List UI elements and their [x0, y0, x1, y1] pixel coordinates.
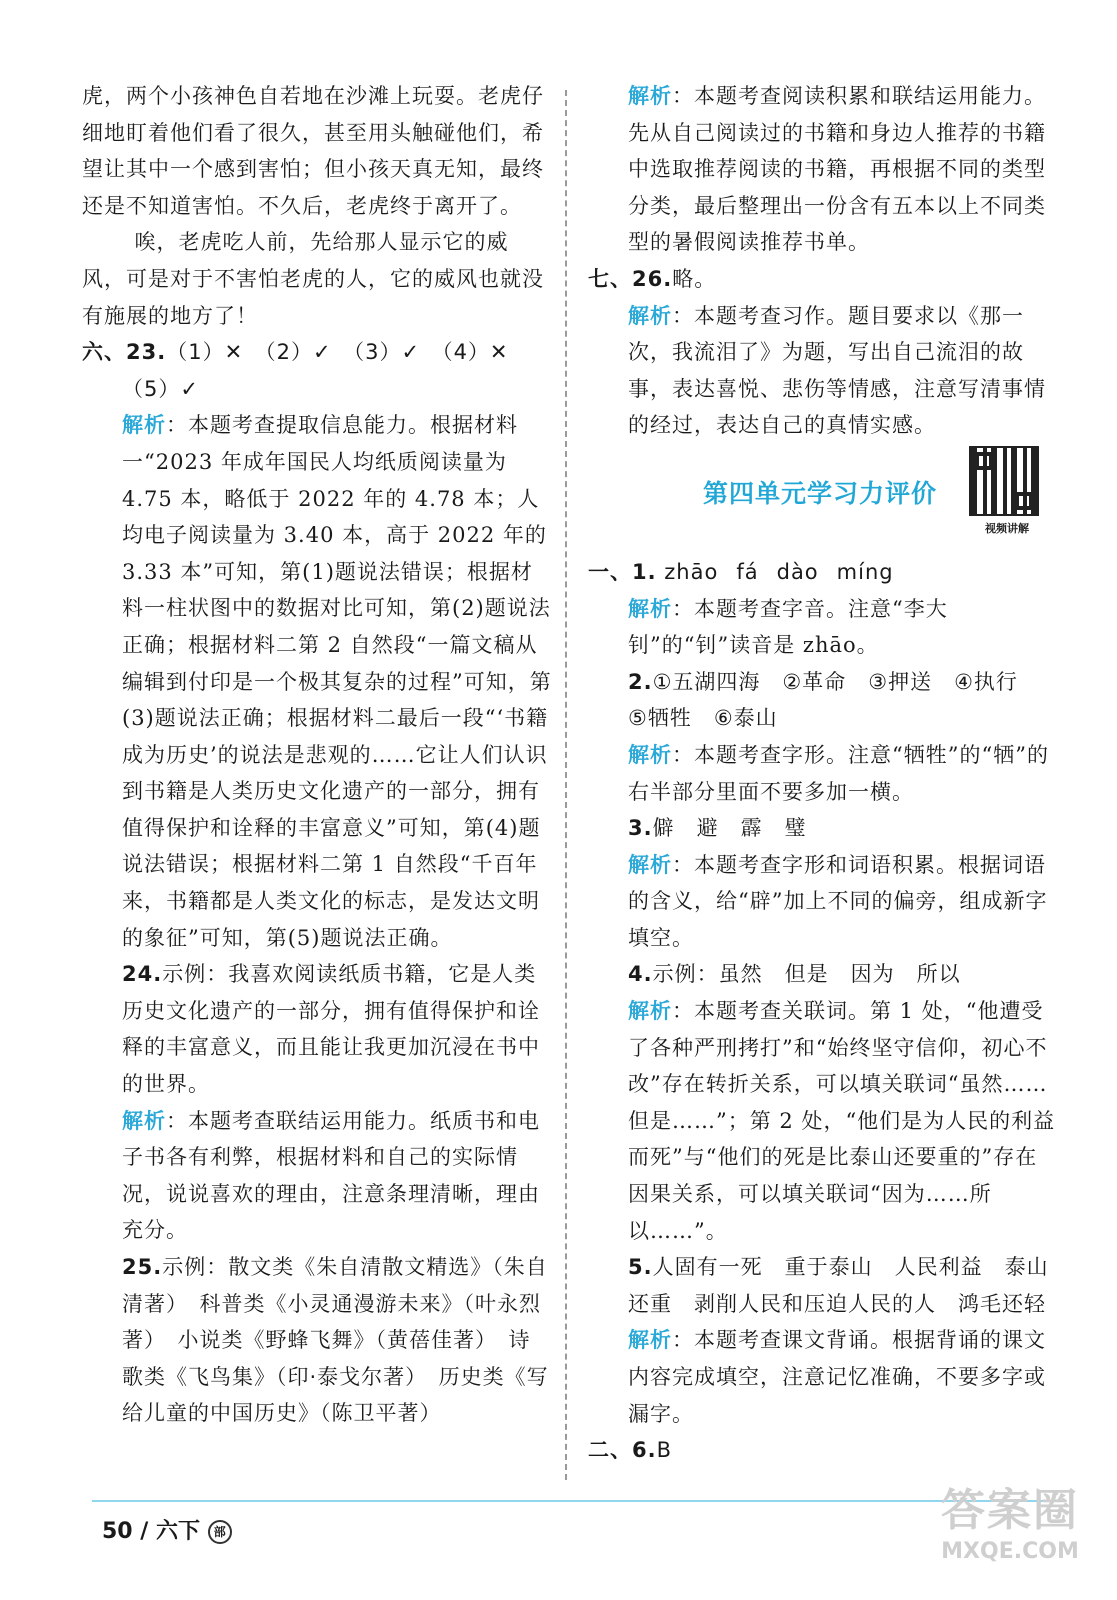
q5-answer-text: 人固有一死 重于泰山 人民利益 泰山还重 剥削人民和压迫人民的人 鸿毛还轻 [628, 1255, 1049, 1316]
q23-number: 23. [126, 340, 167, 365]
analysis-label: 解析 [628, 999, 672, 1024]
analysis-label: 解析 [122, 413, 166, 438]
q3-answer-text: 僻 避 霹 璧 [652, 816, 807, 841]
analysis-label: 解析 [122, 1108, 166, 1133]
q4-number: 4. [628, 962, 653, 987]
q3-number: 3. [628, 816, 653, 841]
unit-title: 第四单元学习力评价 [702, 479, 937, 508]
q23-analysis-text: ：本题考查提取信息能力。根据材料一“2023 年成年国民人均纸质阅读量为 4.75 本，略低于 2022 年的 4.78 本；人均电子阅读量为 3.40 本，高于 2022 年的 3.33 本”可知，第(1)题说法错误；根据材料一柱状图中的数据对比可知，第(2)题说法正确；根据材料二第 2 自然段“一篇文稿从编辑到付印是一个极其复杂的过程”可知，第(3)题说法正确；根据材料二最后一段“‘书籍成为历史’的说法是悲观的……它让人们认识到书籍是人类历史文化遗产的一部分，拥有值得保护和诠释的丰富意义”可知，第(4)题说法错误；根据材料二第 1 自然段“千百年来，书籍都是人类文化的标志，是发达文明的象征”可知，第(5)题说法正确。 [122, 413, 552, 950]
q23-analysis [82, 407, 552, 956]
watermark-url: MXQE.COM [941, 1539, 1079, 1564]
section-6-label: 六、 [82, 340, 126, 365]
page-number: 50 [102, 1519, 133, 1544]
section-7-label: 七、 [588, 266, 632, 291]
story-text-1: 虎，两个小孩神色自若地在沙滩上玩耍。老虎仔细地盯着他们看了很久，甚至用头触碰他们，希望让其中一个感到害怕；但小孩天真无知，最终还是不知道害怕。不久后，老虎终于离开了。 [82, 84, 544, 218]
q5-analysis-text: ：本题考查课文背诵。根据背诵的课文内容完成填空，注意记忆准确，不要多字或漏字。 [628, 1328, 1046, 1426]
q6-answer [588, 1432, 1058, 1469]
q2-analysis [588, 737, 1058, 810]
q3-analysis-text: ：本题考查字形和词语积累。根据词语的含义，给“辟”加上不同的偏旁，组成新字填空。 [628, 852, 1048, 950]
q5-number: 5. [628, 1255, 653, 1280]
q24-answer-text: 示例：我喜欢阅读纸质书籍，它是人类历史文化遗产的一部分，拥有值得保护和诠释的丰富意义，而且能让我更加沉浸在书中的世界。 [122, 962, 540, 1097]
analysis-label: 解析 [628, 1328, 672, 1353]
q26-number: 26. [632, 266, 673, 291]
q25-analysis-text: ：本题考查阅读积累和联结运用能力。先从自己阅读过的书籍和身边人推荐的书籍中选取推荐阅读的书籍，再根据不同的类型分类，最后整理出一份含有五本以上不同类型的暑假阅读推荐书单。 [628, 84, 1046, 255]
q1-analysis [588, 591, 1058, 664]
analysis-label: 解析 [628, 596, 672, 621]
q1-number: 1. [632, 559, 657, 584]
section-2-label: 二、 [588, 1438, 632, 1463]
q26-analysis [588, 298, 1058, 444]
watermark [925, 1485, 1095, 1585]
pinyin-4: míng [836, 559, 894, 584]
column-divider [565, 90, 567, 1480]
q4-analysis-text: ：本题考查关联词。第 1 处，“他遭受了各种严刑拷打”和“始终坚守信仰，初心不改”存在转折关系，可以填关联词“虽然……但是……”；第 2 处，“他们是为人民的利益而死”与“他们的死是比泰山还要重的”存在因果关系，可以填关联词“因为……所以……”。 [628, 999, 1056, 1243]
q6-answer-text: B [656, 1438, 673, 1463]
analysis-label: 解析 [628, 84, 672, 108]
q23-answer-text: （1）✕ （2）✓ （3）✓ （4）✕ [166, 340, 509, 365]
q23-answer-2: （5）✓ [122, 376, 199, 401]
q26-answer-text: 略。 [672, 266, 717, 291]
pinyin-1: zhāo [664, 559, 719, 584]
pinyin-3: dào [776, 559, 819, 584]
page-footer [102, 1514, 232, 1545]
q2-analysis-text: ：本题考查字形。注意“牺牲”的“牺”的右半部分里面不要多加一横。 [628, 742, 1049, 804]
q1-answer [588, 554, 1058, 591]
q4-answer-text: 示例：虽然 但是 因为 所以 [652, 962, 961, 987]
q5-answer [588, 1249, 1058, 1322]
q5-analysis [588, 1322, 1058, 1432]
left-column [82, 78, 552, 1432]
q4-analysis [588, 993, 1058, 1249]
q2-answer [588, 664, 1058, 737]
analysis-label: 解析 [628, 303, 672, 328]
q2-number: 2. [628, 669, 653, 694]
edition-badge: 部 [208, 1520, 232, 1544]
q24-answer [82, 956, 552, 1102]
q24-number: 24. [122, 962, 163, 987]
q25-analysis [588, 78, 1058, 261]
q1-analysis-text: ：本题考查字音。注意“李大钊”的“钊”读音是 zhāo。 [628, 596, 948, 658]
q4-answer [588, 956, 1058, 993]
q3-answer [588, 810, 1058, 847]
q6-number: 6. [632, 1438, 657, 1463]
section-1-label: 一、 [588, 559, 632, 584]
q24-analysis-text: ：本题考查联结运用能力。纸质书和电子书各有利弊，根据材料和自己的实际情况，说说喜欢的理由，注意条理清晰，理由充分。 [122, 1108, 540, 1243]
pinyin-2: fá [736, 559, 759, 584]
q25-answer [82, 1249, 552, 1432]
analysis-label: 解析 [628, 742, 672, 767]
qr-code-icon[interactable] [969, 446, 1039, 516]
story-text-2: 唉，老虎吃人前，先给那人显示它的威风，可是对于不害怕老虎的人，它的威风也就没有施展的地方了！ [82, 230, 544, 328]
q23-answer [82, 334, 552, 371]
q3-analysis [588, 847, 1058, 957]
q24-analysis [82, 1103, 552, 1249]
grade-label: 六下 [156, 1519, 201, 1544]
analysis-label: 解析 [628, 852, 672, 877]
q26-answer [588, 261, 1058, 298]
right-column [588, 78, 1058, 1469]
q2-answer-text: ①五湖四海 ②革命 ③押送 ④执行 ⑤牺牲 ⑥泰山 [628, 669, 1040, 731]
watermark-text: 答案圈 [941, 1485, 1079, 1536]
footer-rule [92, 1500, 1052, 1502]
q25-answer-text: 示例：散文类《朱自清散文精选》（朱自清著） 科普类《小灵通漫游未来》（叶永烈著） 小说类《野蜂飞舞》（黄蓓佳著） 诗歌类《飞鸟集》（印·泰戈尔著） 历史类《写给儿童的中国历史》（陈卫平著） [122, 1255, 549, 1426]
q26-analysis-text: ：本题考查习作。题目要求以《那一次，我流泪了》为题，写出自己流泪的故事，表达喜悦、悲伤等情感，注意写清事情的经过，表达自己的真情实感。 [628, 303, 1046, 438]
page-separator: / [140, 1519, 149, 1544]
qr-caption: 视频讲解 [985, 522, 1029, 535]
q25-number: 25. [122, 1255, 163, 1279]
